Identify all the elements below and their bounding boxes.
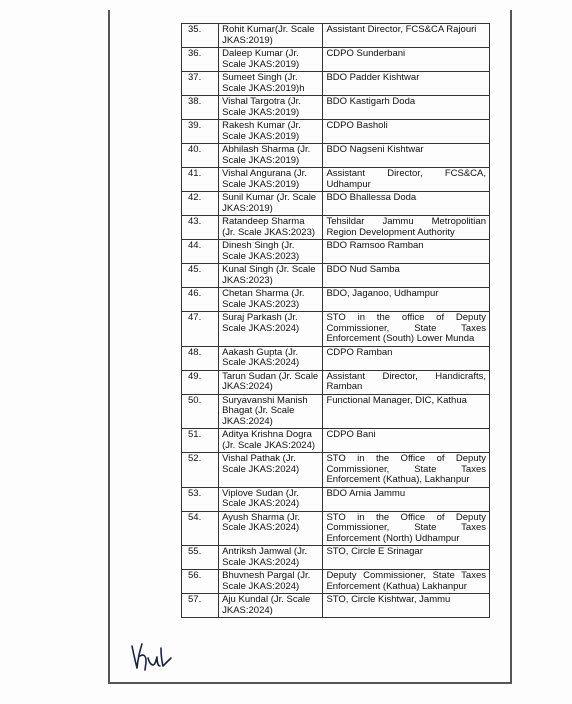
posting-cell: STO, Circle Kishtwar, Jammu [323, 594, 490, 618]
officer-name-cell: Aakash Gupta (Jr. Scale JKAS:2024) [219, 346, 323, 370]
posting-cell: Functional Manager, DIC, Kathua [323, 394, 490, 429]
signature [128, 628, 174, 674]
officer-name-cell: Daleep Kumar (Jr. Scale JKAS:2019) [219, 48, 323, 72]
officer-name-cell: Vishal Pathak (Jr. Scale JKAS:2024) [219, 453, 323, 488]
posting-cell: BDO Kastigarh Doda [323, 96, 490, 120]
posting-cell: BDO Ramsoo Ramban [323, 240, 490, 264]
table-row [182, 72, 490, 96]
serial-number-cell: 40. [182, 144, 219, 168]
serial-number-cell: 41. [182, 168, 219, 192]
officer-name-cell: Suryavanshi Manish Bhagat (Jr. Scale JKAS:2024) [219, 394, 323, 429]
table-row [182, 216, 490, 240]
posting-cell: Assistant Director, FCS&CA, Udhampur [323, 168, 490, 192]
serial-number-cell: 45. [182, 264, 219, 288]
serial-number-cell: 35. [182, 24, 219, 48]
posting-cell: STO, Circle E Srinagar [323, 546, 490, 570]
posting-cell: STO in the Office of Deputy Commissioner, State Taxes Enforcement (Kathua), Lakhanpur [323, 453, 490, 488]
officer-name-cell: Rohit Kumar(Jr. Scale JKAS:2019) [219, 24, 323, 48]
posting-cell: CDPO Basholi [323, 120, 490, 144]
posting-cell: BDO Bhallessa Doda [323, 192, 490, 216]
table-row [182, 24, 490, 48]
posting-table-body [182, 24, 490, 618]
posting-cell: BDO Padder Kishtwar [323, 72, 490, 96]
officer-name-cell: Aditya Krishna Dogra (Jr. Scale JKAS:2024) [219, 429, 323, 453]
table-row [182, 570, 490, 594]
serial-number-cell: 37. [182, 72, 219, 96]
table-row [182, 264, 490, 288]
posting-cell: CDPO Ramban [323, 346, 490, 370]
officer-name-cell: Vishal Angurana (Jr. Scale JKAS:2019) [219, 168, 323, 192]
table-row [182, 240, 490, 264]
table-row [182, 594, 490, 618]
officer-name-cell: Suraj Parkash (Jr. Scale JKAS:2024) [219, 312, 323, 347]
officer-name-cell: Aju Kundal (Jr. Scale JKAS:2024) [219, 594, 323, 618]
officer-name-cell: Ratandeep Sharma (Jr. Scale JKAS:2023) [219, 216, 323, 240]
officer-name-cell: Kunal Singh (Jr. Scale JKAS:2023) [219, 264, 323, 288]
table-row [182, 487, 490, 511]
table-row [182, 511, 490, 546]
posting-cell: BDO Arnia Jammu [323, 487, 490, 511]
serial-number-cell: 38. [182, 96, 219, 120]
serial-number-cell: 56. [182, 570, 219, 594]
posting-cell: Deputy Commissioner, State Taxes Enforcement (Kathua) Lakhanpur [323, 570, 490, 594]
serial-number-cell: 39. [182, 120, 219, 144]
table-row [182, 346, 490, 370]
posting-cell: BDO, Jaganoo, Udhampur [323, 288, 490, 312]
serial-number-cell: 43. [182, 216, 219, 240]
posting-cell: CDPO Bani [323, 429, 490, 453]
table-row [182, 453, 490, 488]
officer-name-cell: Dinesh Singh (Jr. Scale JKAS:2023) [219, 240, 323, 264]
posting-cell: Assistant Director, FCS&CA Rajouri [323, 24, 490, 48]
table-row [182, 394, 490, 429]
posting-cell: Assistant Director, Handicrafts, Ramban [323, 370, 490, 394]
officer-name-cell: Sumeet Singh (Jr. Scale JKAS:2019)h [219, 72, 323, 96]
officer-name-cell: Rakesh Kumar (Jr. Scale JKAS:2019) [219, 120, 323, 144]
table-row [182, 96, 490, 120]
officer-name-cell: Tarun Sudan (Jr. Scale JKAS:2024) [219, 370, 323, 394]
table-row [182, 48, 490, 72]
serial-number-cell: 53. [182, 487, 219, 511]
serial-number-cell: 47. [182, 312, 219, 347]
officer-name-cell: Antriksh Jamwal (Jr. Scale JKAS:2024) [219, 546, 323, 570]
serial-number-cell: 44. [182, 240, 219, 264]
posting-cell: BDO Nud Samba [323, 264, 490, 288]
officer-name-cell: Chetan Sharma (Jr. Scale JKAS:2023) [219, 288, 323, 312]
serial-number-cell: 57. [182, 594, 219, 618]
serial-number-cell: 52. [182, 453, 219, 488]
table-row [182, 546, 490, 570]
posting-cell: CDPO Sunderbani [323, 48, 490, 72]
officer-name-cell: Vishal Targotra (Jr. Scale JKAS:2019) [219, 96, 323, 120]
officer-name-cell: Sunil Kumar (Jr. Scale JKAS:2019) [219, 192, 323, 216]
table-row [182, 288, 490, 312]
posting-cell: STO in the office of Deputy Commissioner, State Taxes Enforcement (South) Lower Munda [323, 312, 490, 347]
serial-number-cell: 54. [182, 511, 219, 546]
serial-number-cell: 55. [182, 546, 219, 570]
officer-name-cell: Viplove Sudan (Jr. Scale JKAS:2024) [219, 487, 323, 511]
officer-name-cell: Bhuvnesh Pargal (Jr. Scale JKAS:2024) [219, 570, 323, 594]
posting-cell: Tehsildar Jammu Metropolitian Region Development Authority [323, 216, 490, 240]
serial-number-cell: 46. [182, 288, 219, 312]
serial-number-cell: 42. [182, 192, 219, 216]
table-row [182, 312, 490, 347]
posting-cell: STO in the Office of Deputy Commissioner, State Taxes Enforcement (North) Udhampur [323, 511, 490, 546]
table-row [182, 370, 490, 394]
table-row [182, 144, 490, 168]
serial-number-cell: 48. [182, 346, 219, 370]
officer-name-cell: Ayush Sharma (Jr. Scale JKAS:2024) [219, 511, 323, 546]
table-row [182, 192, 490, 216]
serial-number-cell: 49. [182, 370, 219, 394]
serial-number-cell: 50. [182, 394, 219, 429]
serial-number-cell: 51. [182, 429, 219, 453]
posting-cell: BDO Nagseni Kishtwar [323, 144, 490, 168]
serial-number-cell: 36. [182, 48, 219, 72]
table-row [182, 120, 490, 144]
officer-name-cell: Abhilash Sharma (Jr. Scale JKAS:2019) [219, 144, 323, 168]
table-row [182, 168, 490, 192]
posting-table [181, 23, 490, 618]
table-row [182, 429, 490, 453]
